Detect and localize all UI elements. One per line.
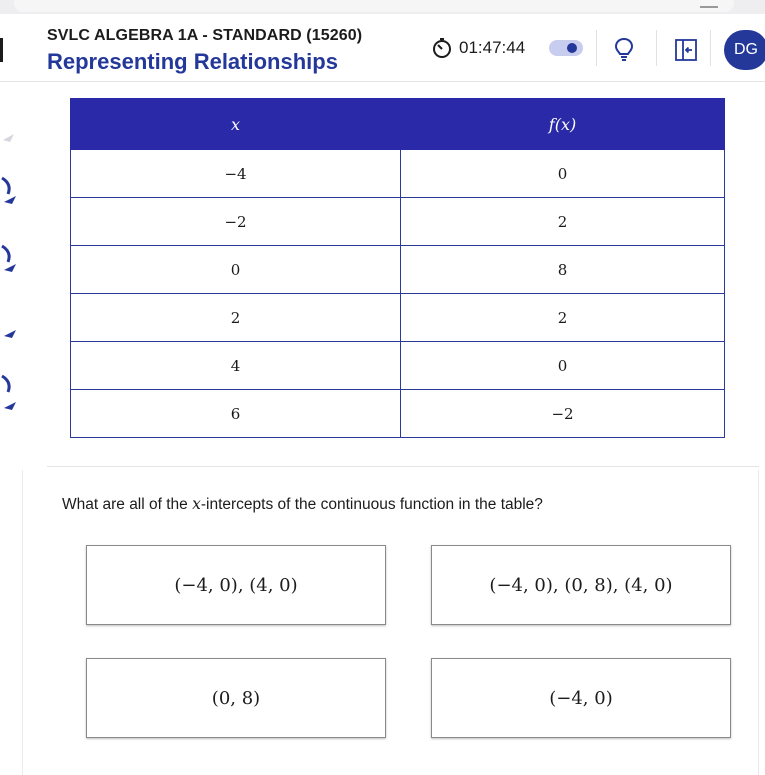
table-row <box>71 246 725 294</box>
question-prefix: What are all of the <box>62 496 193 513</box>
content-border-left <box>22 470 23 775</box>
separator <box>710 30 711 66</box>
table-cell: 4 <box>71 342 401 390</box>
table-cell: −2 <box>401 390 725 438</box>
stopwatch-icon <box>431 37 453 59</box>
timer-value: 01:47:44 <box>459 38 526 57</box>
table-header-row <box>71 99 725 150</box>
top-strip-pill <box>14 0 734 12</box>
course-title: SVLC ALGEBRA 1A - STANDARD (15260) <box>47 27 363 44</box>
collapse-panel-button[interactable] <box>674 38 698 62</box>
table-row <box>71 390 725 438</box>
section-divider <box>47 466 759 467</box>
table-cell: 0 <box>71 246 401 294</box>
question-suffix: -intercepts of the continuous function in the table? <box>200 496 543 513</box>
header-divider <box>0 81 765 82</box>
table-cell: 8 <box>401 246 725 294</box>
answer-choice-c[interactable]: (0, 8) <box>86 658 386 738</box>
table-cell: 6 <box>71 390 401 438</box>
separator <box>596 30 597 66</box>
table-cell: 0 <box>401 150 725 198</box>
toggle-knob <box>567 43 577 53</box>
left-marker <box>0 38 3 62</box>
function-table <box>70 98 725 438</box>
timer <box>431 36 525 60</box>
drag-handle[interactable] <box>700 6 718 8</box>
question-text <box>62 495 543 514</box>
timer-toggle[interactable] <box>549 40 583 56</box>
table-cell: −2 <box>71 198 401 246</box>
content-border-right <box>758 470 759 775</box>
lightbulb-icon <box>612 36 636 64</box>
table-cell: 2 <box>401 294 725 342</box>
collapse-panel-icon <box>674 38 698 62</box>
answer-choice-a[interactable]: (−4, 0), (4, 0) <box>86 545 386 625</box>
table-cell: 2 <box>401 198 725 246</box>
separator <box>656 30 657 66</box>
lesson-title: Representing Relationships <box>47 49 338 74</box>
user-avatar[interactable]: DG <box>724 30 765 70</box>
table-row <box>71 294 725 342</box>
question-variable: x <box>192 495 201 513</box>
table-cell: 2 <box>71 294 401 342</box>
side-pointer-icons <box>0 90 30 420</box>
column-header-fx: f(x) <box>401 99 725 150</box>
answer-choice-b[interactable]: (−4, 0), (0, 8), (4, 0) <box>431 545 731 625</box>
hint-button[interactable] <box>612 36 636 64</box>
table-row <box>71 342 725 390</box>
top-strip <box>0 0 765 14</box>
answer-choice-d[interactable]: (−4, 0) <box>431 658 731 738</box>
table-row <box>71 198 725 246</box>
header <box>0 14 765 82</box>
table-row <box>71 150 725 198</box>
table-cell: −4 <box>71 150 401 198</box>
table-cell: 0 <box>401 342 725 390</box>
column-header-x: x <box>71 99 401 150</box>
